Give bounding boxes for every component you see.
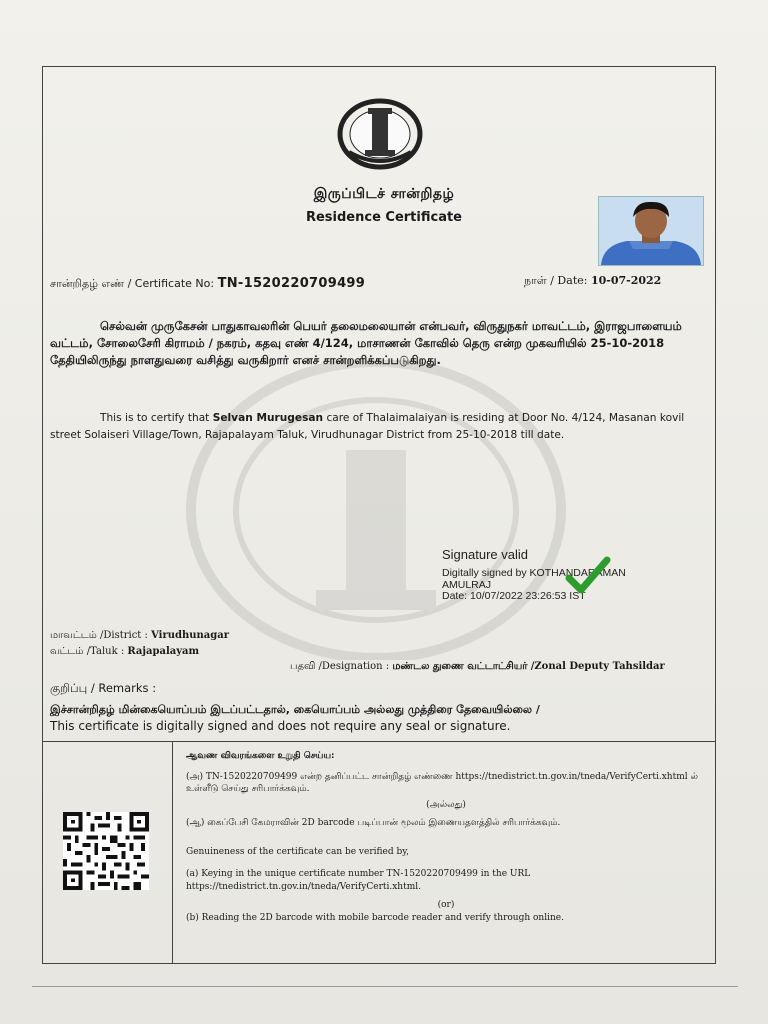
verify-heading-english: Genuineness of the certificate can be verified by, [186, 846, 409, 857]
designation-row [290, 661, 665, 673]
certificate-number-row [50, 276, 365, 292]
verify-english-a: (a) Keying in the unique certificate number TN-1520220709499 in the URL https://tnedistrict.tn.gov.in/tneda/VerifyCerti.xhtml. [186, 869, 531, 892]
remarks-label [50, 681, 156, 697]
applicant-photo [598, 196, 704, 266]
certificate-number: TN-1520220709499 [217, 276, 366, 291]
certificate-number-label-tamil: சான்றிதழ் எண் [50, 277, 125, 290]
person-photo-icon [599, 197, 703, 265]
tamil-certification-text: செல்வன் முருகேசன் பாதுகாவலரின் பெயர் தலைமலையான் என்பவர், விருதுநகர் மாவட்டம், இராஜபாளையம் வட்டம், சோலைசேரி கிராமம் / நகரம், கதவு எண் 4/124, மாசாணன் கோவில் தெரு என்ற முகவரியில் 25-10-2018 தேதியிலிருந்து நாளதுவரை வசித்து வருகிறார் எனச் சான்றளிக்கப்படுகிறது. [50, 319, 682, 367]
section-divider [42, 741, 716, 742]
date-label: / Date: [550, 274, 588, 287]
designation-tamil: மண்டல துணை வட்டாட்சியர் [392, 661, 528, 672]
remarks-label-english: / Remarks : [90, 681, 157, 695]
designation-label: பதவி /Designation : [290, 661, 390, 672]
verify-tamil-b: (ஆ) கைப்பேசி கேமராவின் 2D barcode படிப்பான் மூலம் இணையதளத்தில் சரிபார்க்கவும். [186, 818, 561, 828]
signature-status: Signature valid [442, 547, 528, 562]
date-label-tamil: நாள் [524, 274, 547, 287]
remarks-english: This certificate is digitally signed and does not require any seal or signature. [50, 719, 511, 733]
tamil-nadu-emblem-icon [335, 98, 425, 170]
english-text-rest: care of Thalaimalaiyan is residing at Door No. 4/124, Masanan kovil street Solaiseri Village/Town, Rajapalayam Taluk, Virudhunagar District from 25-10-2018 till date. [50, 412, 685, 441]
certificate-date-row [524, 274, 661, 289]
qr-code-icon[interactable] [62, 812, 150, 890]
certificate-number-label: / Certificate No: [127, 277, 215, 290]
taluk-value: Rajapalayam [127, 646, 200, 657]
person-name: Selvan Murugesan [212, 412, 324, 424]
signed-by-name: AMULRAJ [442, 578, 492, 591]
remarks-label-tamil: குறிப்பு [50, 681, 88, 695]
checkmark-icon [565, 556, 611, 596]
district-value: Virudhunagar [151, 630, 230, 641]
taluk-label: வட்டம் /Taluk : [50, 646, 125, 657]
remarks-tamil: இச்சான்றிதழ் மின்கையொப்பம் இடப்பட்டதால், கையொப்பம் அல்லது முத்திரை தேவையில்லை / [50, 703, 540, 716]
title-tamil: இருப்பிடச் சான்றிதழ் [313, 186, 455, 202]
verify-english-b: (b) Reading the 2D barcode with mobile barcode reader and verify through online. [186, 912, 564, 923]
watermark-seal-icon [186, 360, 566, 660]
signed-by: Digitally signed by KOTHANDARAMAN [442, 567, 626, 579]
verify-tamil-or: (அல்லது) [426, 799, 466, 810]
district-label: மாவட்டம் /District : [50, 630, 148, 641]
english-text-prefix: This is to certify that [100, 412, 213, 424]
signature-date: Date: 10/07/2022 23:26:53 IST [442, 590, 586, 602]
designation-english: /Zonal Deputy Tahsildar [530, 661, 665, 672]
district-taluk-info [50, 628, 229, 660]
title-english: Residence Certificate [305, 210, 463, 225]
certificate-date: 10-07-2022 [590, 274, 662, 287]
qr-column-divider [172, 741, 173, 963]
verify-heading-tamil: ஆவண விவரங்களை உறுதி செய்ய: [186, 751, 335, 761]
verify-english-or: (or) [437, 900, 455, 910]
english-certification-text [50, 410, 702, 444]
verification-instructions [186, 750, 706, 924]
page-bottom-edge [32, 986, 738, 987]
verify-tamil-a: (அ) TN-1520220709499 என்ற தனிப்பட்ட சான்றிதழ் எண்ணை https://tnedistrict.tn.gov.in/tneda/VerifyCerti.xhtml ல் உள்ளீடு செய்து சரிபார்க்கவும். [186, 771, 698, 794]
